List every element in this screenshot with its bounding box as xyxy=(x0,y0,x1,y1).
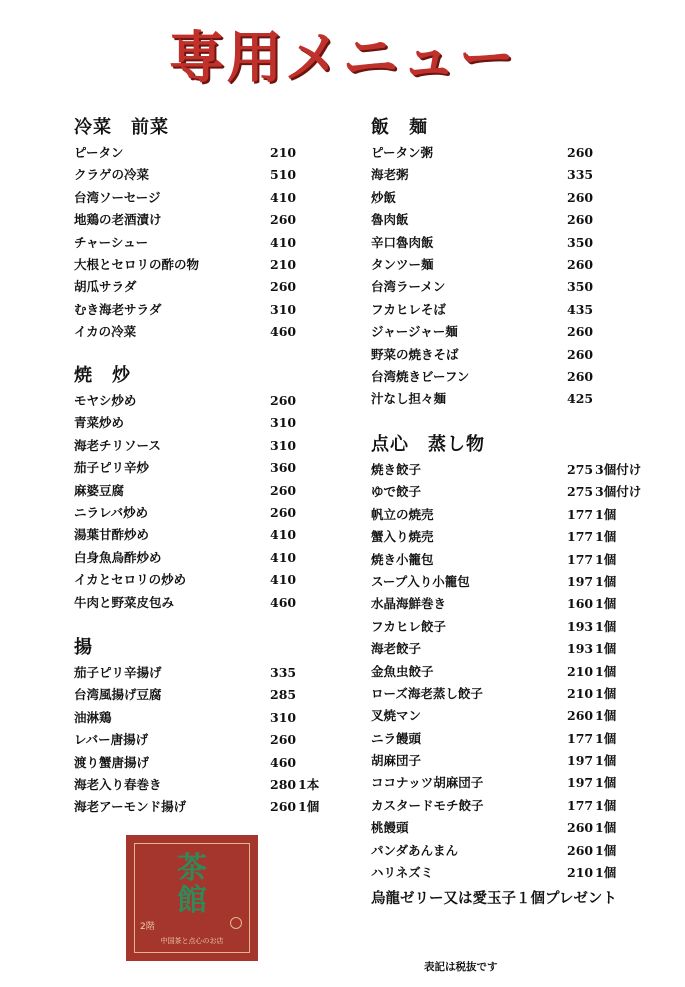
item-name: 海老粥 xyxy=(371,167,409,183)
section-rice-noodles xyxy=(371,114,671,411)
item-name: 青菜炒め xyxy=(74,415,125,431)
item-price: 260 xyxy=(270,504,297,520)
item-name: ココナッツ胡麻団子 xyxy=(371,775,484,791)
item-name: 炒飯 xyxy=(371,189,397,205)
item-name: イカの冷菜 xyxy=(74,324,137,340)
promo-text: 烏龍ゼリー又は愛玉子１個プレゼント xyxy=(371,890,617,907)
menu-item xyxy=(371,164,671,186)
item-note: 1個 xyxy=(595,708,617,724)
menu-item xyxy=(371,366,671,388)
item-price: 335 xyxy=(270,665,297,680)
section-fried xyxy=(74,634,344,819)
menu-item xyxy=(371,593,671,615)
item-name: 麻婆豆腐 xyxy=(74,482,125,498)
item-price: 260 xyxy=(567,145,594,160)
menu-item xyxy=(371,705,671,727)
section-title: 焼 炒 xyxy=(74,365,131,386)
menu-item xyxy=(74,412,344,434)
item-price: 310 xyxy=(270,709,297,725)
item-name: 牛肉と野菜皮包み xyxy=(74,594,175,610)
item-name: 海老チリソース xyxy=(74,437,161,453)
item-price: 260 xyxy=(567,820,594,836)
item-name: ジャージャー麺 xyxy=(371,324,458,340)
menu-item xyxy=(371,232,671,254)
logo-floor: 2階 xyxy=(140,922,155,932)
item-price: 260 xyxy=(567,212,594,228)
menu-item xyxy=(371,616,671,638)
item-name: むき海老サラダ xyxy=(74,301,162,317)
item-price: 210 xyxy=(270,145,297,160)
item-price: 310 xyxy=(270,437,297,453)
item-price: 260 xyxy=(567,708,594,724)
item-price: 335 xyxy=(567,167,594,183)
item-name: 焼き餃子 xyxy=(371,462,422,477)
menu-item xyxy=(74,480,344,502)
item-price: 410 xyxy=(270,189,297,205)
item-price: 210 xyxy=(270,256,297,272)
item-name: フカヒレそば xyxy=(371,301,446,317)
item-price: 310 xyxy=(270,415,297,431)
item-price: 285 xyxy=(270,687,297,703)
item-name: レバー唐揚げ xyxy=(74,732,149,748)
item-price: 210 xyxy=(567,865,594,881)
menu-item xyxy=(74,752,344,774)
item-note: 1個 xyxy=(595,596,617,612)
menu-item xyxy=(371,571,671,593)
item-name: 金魚虫餃子 xyxy=(371,663,434,679)
item-price: 260 xyxy=(567,256,594,272)
menu-item xyxy=(371,459,671,481)
item-price: 275 xyxy=(567,484,594,500)
menu-item xyxy=(371,683,671,705)
menu-item xyxy=(371,750,671,772)
item-price: 350 xyxy=(567,234,594,250)
item-price: 510 xyxy=(270,167,297,183)
item-price: 260 xyxy=(567,346,594,362)
item-name: ローズ海老蒸し餃子 xyxy=(371,685,483,701)
item-name: 茄子ピリ辛揚げ xyxy=(74,665,162,680)
item-note: 3個付け xyxy=(595,462,642,477)
logo-kanji-bottom: 館 xyxy=(177,883,207,918)
item-name: 叉焼マン xyxy=(371,708,422,724)
item-name: 焼き小籠包 xyxy=(371,551,434,567)
item-price: 260 xyxy=(270,279,297,295)
item-name: 汁なし担々麺 xyxy=(371,391,447,407)
item-price: 410 xyxy=(270,572,297,588)
menu-item xyxy=(74,684,344,706)
item-price: 197 xyxy=(567,753,594,769)
item-name: 海老入り春巻き xyxy=(74,776,162,792)
item-name: ピータン xyxy=(74,145,124,160)
menu-item xyxy=(371,388,671,410)
item-price: 260 xyxy=(567,324,594,340)
menu-item xyxy=(74,187,344,209)
item-name: 野菜の焼きそば xyxy=(371,346,459,362)
item-price: 310 xyxy=(270,301,297,317)
item-price: 280 xyxy=(270,776,297,792)
item-note: 1個 xyxy=(595,529,617,545)
item-price: 210 xyxy=(567,685,594,701)
menu-item xyxy=(371,526,671,548)
item-price: 177 xyxy=(567,797,594,813)
item-name: 桃饅頭 xyxy=(371,820,409,836)
item-note: 1個 xyxy=(595,573,617,589)
menu-item xyxy=(371,772,671,794)
menu-item xyxy=(74,524,344,546)
item-name: 渡り蟹唐揚げ xyxy=(74,754,150,770)
menu-item xyxy=(74,299,344,321)
item-price: 260 xyxy=(270,799,297,815)
menu-item xyxy=(371,209,671,231)
item-note: 1個 xyxy=(595,842,617,858)
item-price: 260 xyxy=(567,189,594,205)
item-price: 160 xyxy=(567,596,594,612)
item-name: 台湾焼きビーフン xyxy=(371,368,470,384)
menu-item xyxy=(371,321,671,343)
item-name: ニラ饅頭 xyxy=(371,730,422,746)
item-name: モヤシ炒め xyxy=(74,393,137,408)
item-price: 410 xyxy=(270,234,297,250)
item-note: 1個 xyxy=(595,685,617,701)
item-name: 水晶海鮮巻き xyxy=(371,596,447,612)
item-price: 460 xyxy=(270,594,297,610)
item-note: 1個 xyxy=(595,730,617,746)
menu-item xyxy=(371,254,671,276)
item-name: パンダあんまん xyxy=(371,842,459,858)
item-price: 350 xyxy=(567,279,594,295)
item-note: 1個 xyxy=(595,641,617,657)
item-note: 1個 xyxy=(595,753,617,769)
menu-item xyxy=(371,344,671,366)
section-title: 飯 麺 xyxy=(371,117,428,138)
menu-item xyxy=(371,549,671,571)
menu-item xyxy=(74,232,344,254)
item-name: 台湾ソーセージ xyxy=(74,189,161,205)
item-price: 177 xyxy=(567,730,594,746)
item-note: 1個 xyxy=(595,663,617,679)
menu-item xyxy=(371,187,671,209)
item-name: 白身魚烏酢炒め xyxy=(74,549,162,565)
menu-item xyxy=(74,547,344,569)
menu-item xyxy=(371,276,671,298)
menu-item xyxy=(371,728,671,750)
item-price: 260 xyxy=(567,842,594,858)
item-name: 台湾ラーメン xyxy=(371,279,446,295)
lantern-icon xyxy=(230,917,242,929)
logo-tagline: 中国茶と点心のお店 xyxy=(160,937,224,945)
item-name: ニラレバ炒め xyxy=(74,504,149,520)
menu-item xyxy=(371,504,671,526)
item-price: 197 xyxy=(567,573,594,589)
menu-item xyxy=(371,795,671,817)
item-name: 台湾風揚げ豆腐 xyxy=(74,687,162,703)
item-note: 1個 xyxy=(595,551,617,567)
item-price: 460 xyxy=(270,754,297,770)
item-name: 胡瓜サラダ xyxy=(74,279,137,295)
menu-item xyxy=(74,390,344,412)
menu-item xyxy=(371,862,671,884)
item-price: 193 xyxy=(567,618,594,634)
item-price: 193 xyxy=(567,641,594,657)
menu-item xyxy=(371,840,671,862)
item-price: 435 xyxy=(567,301,594,317)
item-note: 1個 xyxy=(595,775,617,791)
menu-list xyxy=(74,390,344,614)
tax-note: 表記は税抜です xyxy=(424,961,498,973)
item-price: 197 xyxy=(567,775,594,791)
item-name: クラゲの冷菜 xyxy=(74,167,150,183)
menu-item xyxy=(74,321,344,343)
section-title: 揚 xyxy=(74,637,93,658)
menu-item xyxy=(74,502,344,524)
item-price: 260 xyxy=(270,732,297,748)
item-note: 1個 xyxy=(595,506,617,522)
section-title: 点心 蒸し物 xyxy=(371,434,485,455)
item-name: 大根とセロリの酢の物 xyxy=(74,256,200,272)
item-name: 地鶏の老酒漬け xyxy=(74,212,162,228)
item-name: 油淋鶏 xyxy=(74,709,112,725)
item-price: 260 xyxy=(270,212,297,228)
menu-item xyxy=(371,299,671,321)
item-price: 360 xyxy=(270,460,297,476)
item-price: 210 xyxy=(567,663,594,679)
item-price: 260 xyxy=(270,393,297,408)
section-stir-fry xyxy=(74,362,344,614)
item-name: 辛口魯肉飯 xyxy=(371,234,434,250)
menu-list xyxy=(74,142,344,344)
item-name: フカヒレ餃子 xyxy=(371,618,446,634)
item-name: 海老アーモンド揚げ xyxy=(74,799,187,815)
item-note: 1個 xyxy=(595,820,617,836)
item-name: 茄子ピリ辛炒 xyxy=(74,460,150,476)
menu-list xyxy=(74,662,344,819)
item-price: 275 xyxy=(567,462,594,477)
menu-item xyxy=(74,569,344,591)
item-name: 胡麻団子 xyxy=(371,753,422,769)
menu-item xyxy=(74,796,344,818)
menu-item xyxy=(74,142,344,164)
section-cold-dishes xyxy=(74,114,344,344)
item-note: 1個 xyxy=(298,799,320,815)
menu-item xyxy=(74,774,344,796)
item-name: スープ入り小籠包 xyxy=(371,573,470,589)
item-price: 410 xyxy=(270,549,297,565)
item-name: イカとセロリの炒め xyxy=(74,572,187,588)
item-note: 3個付け xyxy=(595,484,642,500)
menu-list xyxy=(371,142,671,411)
item-price: 260 xyxy=(567,368,594,384)
menu-item xyxy=(74,209,344,231)
item-name: 帆立の焼売 xyxy=(371,506,434,522)
item-price: 177 xyxy=(567,551,594,567)
item-name: ピータン粥 xyxy=(371,145,434,160)
item-price: 177 xyxy=(567,506,594,522)
menu-item xyxy=(371,638,671,660)
menu-item xyxy=(74,276,344,298)
menu-list xyxy=(371,459,671,884)
item-name: 海老餃子 xyxy=(371,641,422,657)
item-note: 1個 xyxy=(595,865,617,881)
menu-item xyxy=(74,164,344,186)
item-name: チャーシュー xyxy=(74,234,149,250)
item-name: ゆで餃子 xyxy=(371,484,422,500)
item-name: カスタードモチ餃子 xyxy=(371,797,484,813)
item-price: 410 xyxy=(270,527,297,543)
item-price: 260 xyxy=(270,482,297,498)
item-note: 1個 xyxy=(595,797,617,813)
menu-item xyxy=(371,481,671,503)
menu-item xyxy=(74,435,344,457)
menu-item xyxy=(371,817,671,839)
menu-item xyxy=(74,662,344,684)
item-note: 1本 xyxy=(298,776,320,792)
item-name: 魯肉飯 xyxy=(371,212,409,228)
item-note: 1個 xyxy=(595,618,617,634)
menu-item xyxy=(74,729,344,751)
item-name: 湯葉甘酢炒め xyxy=(74,527,150,543)
item-price: 460 xyxy=(270,324,297,340)
menu-item xyxy=(74,707,344,729)
item-price: 425 xyxy=(567,391,594,407)
menu-item xyxy=(74,254,344,276)
menu-item xyxy=(74,457,344,479)
item-price: 177 xyxy=(567,529,594,545)
shop-logo xyxy=(126,835,258,961)
logo-kanji-top: 茶 xyxy=(177,851,207,886)
menu-item xyxy=(74,592,344,614)
menu-item xyxy=(371,661,671,683)
item-name: タンツー麺 xyxy=(371,256,434,272)
page-title: 専用メニュー xyxy=(168,26,517,91)
menu-item xyxy=(371,142,671,164)
item-name: 蟹入り焼売 xyxy=(371,529,434,545)
section-dim-sum xyxy=(371,431,671,884)
section-title: 冷菜 前菜 xyxy=(74,117,169,138)
item-name: ハリネズミ xyxy=(371,865,434,881)
